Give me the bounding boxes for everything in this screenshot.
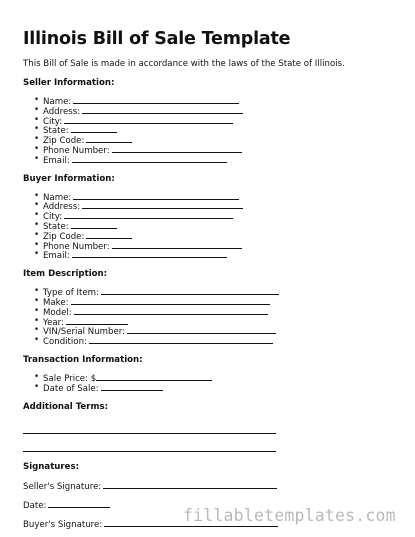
intro-text: This Bill of Sale is made in accordance with the laws of the State of Illinois. bbox=[23, 59, 345, 69]
seller-signature-row bbox=[23, 481, 393, 493]
field-label: Zip Code: bbox=[43, 136, 85, 147]
sale-date-field[interactable] bbox=[101, 383, 163, 391]
buyer-email-field[interactable] bbox=[72, 250, 227, 258]
item-year-field[interactable] bbox=[66, 317, 128, 325]
seller-signature-field[interactable] bbox=[103, 481, 277, 489]
transaction-fields bbox=[23, 373, 393, 393]
seller-name-item bbox=[34, 96, 393, 106]
buyer-state-field[interactable] bbox=[71, 221, 117, 229]
sale-price-item bbox=[34, 373, 393, 383]
buyer-name-field[interactable] bbox=[73, 192, 239, 200]
seller-email-field[interactable] bbox=[72, 155, 227, 163]
buyer-zip-field[interactable] bbox=[86, 231, 132, 239]
field-label: State: bbox=[43, 126, 69, 137]
field-label: Address: bbox=[43, 202, 81, 213]
field-label: Phone Number: bbox=[43, 145, 110, 156]
field-label: City: bbox=[43, 116, 63, 127]
transaction-heading: Transaction Information: bbox=[23, 354, 143, 365]
item-heading: Item Description: bbox=[23, 269, 108, 280]
item-type-item bbox=[34, 287, 393, 297]
field-label: Model: bbox=[43, 307, 72, 318]
field-label: Address: bbox=[43, 106, 81, 117]
field-label: Year: bbox=[43, 317, 64, 328]
sale-price-field[interactable] bbox=[96, 373, 212, 381]
buyer-address-field[interactable] bbox=[82, 201, 243, 209]
seller-phone-item bbox=[34, 145, 393, 155]
seller-email-item bbox=[34, 155, 393, 165]
seller-name-field[interactable] bbox=[73, 96, 239, 104]
buyer-city-item bbox=[34, 211, 393, 221]
field-label: Email: bbox=[43, 155, 70, 166]
seller-heading: Seller Information: bbox=[23, 78, 115, 88]
field-label: Date of Sale: bbox=[43, 383, 99, 394]
signatures-heading: Signatures: bbox=[23, 461, 80, 472]
item-make-field[interactable] bbox=[71, 297, 270, 305]
additional-terms-line-1[interactable] bbox=[23, 433, 276, 434]
field-label: Make: bbox=[43, 297, 69, 308]
buyer-phone-item bbox=[34, 241, 393, 251]
seller-fields bbox=[23, 96, 393, 165]
seller-state-item bbox=[34, 125, 393, 135]
field-label: VIN/Serial Number: bbox=[43, 327, 126, 338]
seller-zip-field[interactable] bbox=[86, 135, 132, 143]
additional-terms-line-2[interactable] bbox=[23, 451, 276, 452]
item-make-item bbox=[34, 297, 393, 307]
page-title: Illinois Bill of Sale Template bbox=[23, 29, 291, 49]
field-label: Phone Number: bbox=[43, 241, 110, 252]
buyer-address-item bbox=[34, 201, 393, 211]
item-year-item bbox=[34, 317, 393, 327]
seller-signature-label: Seller's Signature: bbox=[23, 481, 102, 492]
seller-zip-item bbox=[34, 135, 393, 145]
buyer-fields bbox=[23, 192, 393, 261]
date-label: Date: bbox=[23, 500, 47, 511]
additional-terms-heading: Additional Terms: bbox=[23, 401, 109, 412]
field-label: City: bbox=[43, 212, 63, 223]
seller-address-field[interactable] bbox=[82, 106, 243, 114]
field-label: Zip Code: bbox=[43, 231, 85, 242]
seller-state-field[interactable] bbox=[71, 125, 117, 133]
buyer-state-item bbox=[34, 221, 393, 231]
buyer-phone-field[interactable] bbox=[112, 241, 242, 249]
sale-date-item bbox=[34, 383, 393, 393]
item-type-field[interactable] bbox=[101, 287, 279, 295]
seller-phone-field[interactable] bbox=[112, 145, 242, 153]
seller-address-item bbox=[34, 106, 393, 116]
item-fields bbox=[23, 287, 393, 346]
field-label: Condition: bbox=[43, 337, 87, 348]
seller-city-item bbox=[34, 116, 393, 126]
seller-city-field[interactable] bbox=[64, 116, 233, 124]
buyer-signature-label: Buyer's Signature: bbox=[23, 519, 103, 530]
item-model-item bbox=[34, 307, 393, 317]
signature-date-field[interactable] bbox=[48, 500, 110, 508]
buyer-email-item bbox=[34, 250, 393, 260]
field-label: Name: bbox=[43, 192, 72, 203]
watermark-text: fillabletemplates.com bbox=[183, 506, 396, 525]
item-vin-item bbox=[34, 326, 393, 336]
field-label: Name: bbox=[43, 97, 72, 107]
item-vin-field[interactable] bbox=[127, 326, 276, 334]
buyer-zip-item bbox=[34, 231, 393, 241]
buyer-heading: Buyer Information: bbox=[23, 173, 115, 184]
buyer-name-item bbox=[34, 192, 393, 202]
item-condition-field[interactable] bbox=[89, 336, 273, 344]
item-condition-item bbox=[34, 336, 393, 346]
item-model-field[interactable] bbox=[74, 307, 268, 315]
buyer-city-field[interactable] bbox=[64, 211, 233, 219]
field-label: State: bbox=[43, 221, 69, 232]
field-label: Sale Price: $ bbox=[43, 373, 97, 384]
bill-of-sale-document bbox=[23, 28, 393, 531]
field-label: Type of Item: bbox=[43, 288, 99, 299]
field-label: Email: bbox=[43, 251, 70, 262]
